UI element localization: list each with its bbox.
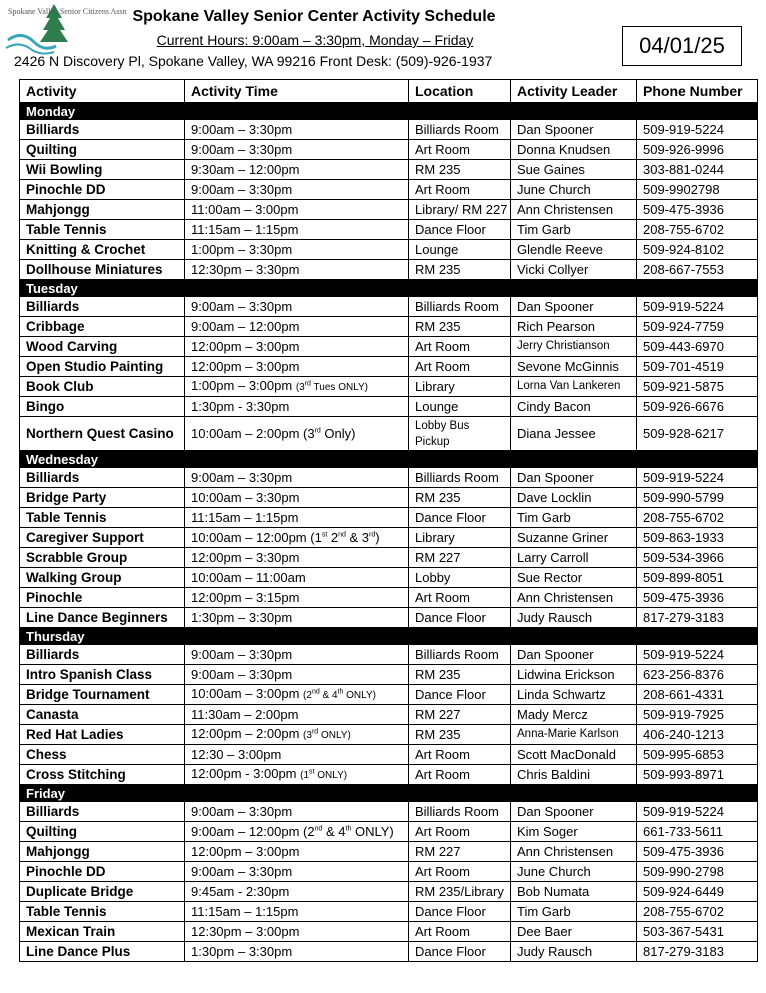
time-note: (1st ONLY) xyxy=(300,768,348,781)
table-row xyxy=(20,397,758,417)
phone-cell: 509-919-5224 xyxy=(637,645,758,665)
activity-cell: Book Club xyxy=(20,377,185,397)
phone-cell: 509-924-7759 xyxy=(637,317,758,337)
table-row xyxy=(20,220,758,240)
activity-cell: Knitting & Crochet xyxy=(20,240,185,260)
table-row xyxy=(20,468,758,488)
column-header: Activity Leader xyxy=(511,80,637,103)
table-row xyxy=(20,882,758,902)
activity-cell: Billiards xyxy=(20,120,185,140)
phone-cell: 509-475-3936 xyxy=(637,842,758,862)
activity-cell: Table Tennis xyxy=(20,220,185,240)
location-cell: Art Room xyxy=(409,862,511,882)
phone-cell: 509-921-5875 xyxy=(637,377,758,397)
location-cell: Lounge xyxy=(409,240,511,260)
location-cell: Billiards Room xyxy=(409,645,511,665)
location-cell: Billiards Room xyxy=(409,297,511,317)
day-header-row xyxy=(20,103,758,120)
phone-cell: 509-924-8102 xyxy=(637,240,758,260)
table-row xyxy=(20,180,758,200)
phone-cell: 208-755-6702 xyxy=(637,220,758,240)
time-cell: 12:00pm – 2:00pm (3rd ONLY) xyxy=(185,725,409,745)
activity-cell: Chess xyxy=(20,745,185,765)
leader-cell: Tim Garb xyxy=(511,902,637,922)
activity-cell: Pinochle DD xyxy=(20,862,185,882)
activity-cell: Cribbage xyxy=(20,317,185,337)
phone-cell: 509-990-5799 xyxy=(637,488,758,508)
phone-cell: 509-990-2798 xyxy=(637,862,758,882)
location-cell: Art Room xyxy=(409,180,511,200)
leader-cell: Suzanne Griner xyxy=(511,528,637,548)
leader-cell: Dee Baer xyxy=(511,922,637,942)
location-cell: RM 235 xyxy=(409,260,511,280)
time-cell: 12:00pm – 3:15pm xyxy=(185,588,409,608)
phone-cell: 509-443-6970 xyxy=(637,337,758,357)
phone-cell: 208-755-6702 xyxy=(637,902,758,922)
time-cell: 9:00am – 3:30pm xyxy=(185,140,409,160)
activity-cell: Billiards xyxy=(20,645,185,665)
location-cell: RM 227 xyxy=(409,705,511,725)
table-row xyxy=(20,942,758,962)
column-header: Location xyxy=(409,80,511,103)
table-row xyxy=(20,608,758,628)
location-cell: Dance Floor xyxy=(409,508,511,528)
activity-cell: Intro Spanish Class xyxy=(20,665,185,685)
time-cell: 12:00pm – 3:30pm xyxy=(185,548,409,568)
activity-cell: Table Tennis xyxy=(20,508,185,528)
table-row xyxy=(20,568,758,588)
time-cell: 1:30pm – 3:30pm xyxy=(185,942,409,962)
time-cell: 9:00am – 3:30pm xyxy=(185,862,409,882)
table-row xyxy=(20,765,758,785)
activity-cell: Wii Bowling xyxy=(20,160,185,180)
activity-cell: Bridge Party xyxy=(20,488,185,508)
time-cell: 11:00am – 3:00pm xyxy=(185,200,409,220)
day-header: Tuesday xyxy=(20,280,758,297)
location-cell: RM 235 xyxy=(409,665,511,685)
location-cell: Lobby xyxy=(409,568,511,588)
phone-cell: 303-881-0244 xyxy=(637,160,758,180)
time-cell: 9:00am – 3:30pm xyxy=(185,665,409,685)
activity-cell: Bridge Tournament xyxy=(20,685,185,705)
location-cell: Art Room xyxy=(409,140,511,160)
time-cell: 1:30pm – 3:30pm xyxy=(185,608,409,628)
table-row xyxy=(20,922,758,942)
activity-cell: Walking Group xyxy=(20,568,185,588)
activity-cell: Line Dance Plus xyxy=(20,942,185,962)
table-row xyxy=(20,588,758,608)
activity-cell: Wood Carving xyxy=(20,337,185,357)
activity-cell: Canasta xyxy=(20,705,185,725)
time-cell: 9:00am – 12:00pm xyxy=(185,317,409,337)
column-header: Phone Number xyxy=(637,80,758,103)
schedule-body xyxy=(20,103,758,962)
table-row xyxy=(20,260,758,280)
time-note: (3rd Tues ONLY) xyxy=(295,380,369,393)
time-cell: 12:30 – 3:00pm xyxy=(185,745,409,765)
time-cell: 10:00am – 12:00pm (1st 2nd & 3rd) xyxy=(185,528,409,548)
table-row xyxy=(20,337,758,357)
leader-cell: Linda Schwartz xyxy=(511,685,637,705)
activity-cell: Billiards xyxy=(20,468,185,488)
table-row xyxy=(20,802,758,822)
column-header: Activity xyxy=(20,80,185,103)
location-cell: Dance Floor xyxy=(409,902,511,922)
location-cell: Art Room xyxy=(409,745,511,765)
phone-cell: 817-279-3183 xyxy=(637,608,758,628)
location-cell: Art Room xyxy=(409,357,511,377)
activity-cell: Quilting xyxy=(20,140,185,160)
leader-cell: Vicki Collyer xyxy=(511,260,637,280)
location-cell: RM 235 xyxy=(409,317,511,337)
table-row xyxy=(20,140,758,160)
phone-cell: 509-475-3936 xyxy=(637,200,758,220)
leader-cell: Dan Spooner xyxy=(511,802,637,822)
table-row xyxy=(20,745,758,765)
time-cell: 9:00am – 3:30pm xyxy=(185,645,409,665)
table-row xyxy=(20,822,758,842)
activity-cell: Billiards xyxy=(20,297,185,317)
leader-cell: Dan Spooner xyxy=(511,120,637,140)
hours-line: Current Hours: 9:00am – 3:30pm, Monday – Friday xyxy=(156,32,474,48)
table-row xyxy=(20,357,758,377)
phone-cell: 509-919-5224 xyxy=(637,297,758,317)
table-row xyxy=(20,508,758,528)
leader-cell: Larry Carroll xyxy=(511,548,637,568)
location-cell: Billiards Room xyxy=(409,802,511,822)
activity-cell: Dollhouse Miniatures xyxy=(20,260,185,280)
phone-cell: 509-919-5224 xyxy=(637,120,758,140)
activity-cell: Open Studio Painting xyxy=(20,357,185,377)
time-cell: 10:00am – 2:00pm (3rd Only) xyxy=(185,417,409,451)
time-cell: 9:00am – 3:30pm xyxy=(185,802,409,822)
leader-cell: Tim Garb xyxy=(511,508,637,528)
leader-cell: June Church xyxy=(511,180,637,200)
leader-cell: Sue Rector xyxy=(511,568,637,588)
leader-cell: Lidwina Erickson xyxy=(511,665,637,685)
time-cell: 10:00am – 11:00am xyxy=(185,568,409,588)
activity-cell: Quilting xyxy=(20,822,185,842)
leader-cell: Jerry Christianson xyxy=(511,337,637,357)
time-cell: 12:00pm – 3:00pm xyxy=(185,357,409,377)
location-cell: Dance Floor xyxy=(409,608,511,628)
leader-cell: Ann Christensen xyxy=(511,842,637,862)
phone-cell: 509-534-3966 xyxy=(637,548,758,568)
phone-cell: 817-279-3183 xyxy=(637,942,758,962)
time-cell: 9:45am - 2:30pm xyxy=(185,882,409,902)
phone-cell: 208-661-4331 xyxy=(637,685,758,705)
table-row xyxy=(20,488,758,508)
leader-cell: Judy Rausch xyxy=(511,608,637,628)
phone-cell: 623-256-8376 xyxy=(637,665,758,685)
activity-cell: Mahjongg xyxy=(20,200,185,220)
day-header-row xyxy=(20,785,758,802)
phone-cell: 661-733-5611 xyxy=(637,822,758,842)
time-cell: 1:00pm – 3:30pm xyxy=(185,240,409,260)
phone-cell: 208-755-6702 xyxy=(637,508,758,528)
day-header-row xyxy=(20,280,758,297)
leader-cell: Anna-Marie Karlson xyxy=(511,725,637,745)
phone-cell: 509-475-3936 xyxy=(637,588,758,608)
leader-cell: Rich Pearson xyxy=(511,317,637,337)
phone-cell: 509-919-7925 xyxy=(637,705,758,725)
leader-cell: Mady Mercz xyxy=(511,705,637,725)
schedule-table xyxy=(19,79,758,962)
leader-cell: Tim Garb xyxy=(511,220,637,240)
activity-cell: Northern Quest Casino xyxy=(20,417,185,451)
location-cell: Library xyxy=(409,528,511,548)
day-header-row xyxy=(20,628,758,645)
day-header: Monday xyxy=(20,103,758,120)
header-row xyxy=(20,80,758,103)
phone-cell: 509-928-6217 xyxy=(637,417,758,451)
table-row xyxy=(20,862,758,882)
location-cell: RM 235 xyxy=(409,725,511,745)
leader-cell: Ann Christensen xyxy=(511,200,637,220)
time-cell: 1:00pm – 3:00pm (3rd Tues ONLY) xyxy=(185,377,409,397)
table-row xyxy=(20,842,758,862)
location-cell: Dance Floor xyxy=(409,942,511,962)
leader-cell: Bob Numata xyxy=(511,882,637,902)
time-cell: 11:15am – 1:15pm xyxy=(185,902,409,922)
day-header: Thursday xyxy=(20,628,758,645)
leader-cell: Glendle Reeve xyxy=(511,240,637,260)
time-cell: 12:30pm – 3:00pm xyxy=(185,922,409,942)
location-cell: Dance Floor xyxy=(409,220,511,240)
phone-cell: 509-863-1933 xyxy=(637,528,758,548)
time-note: (3rd ONLY) xyxy=(303,728,351,741)
time-cell: 9:00am – 3:30pm xyxy=(185,180,409,200)
location-cell: RM 235 xyxy=(409,160,511,180)
time-cell: 9:00am – 12:00pm (2nd & 4th ONLY) xyxy=(185,822,409,842)
leader-cell: Scott MacDonald xyxy=(511,745,637,765)
logo-text: Spokane Valley Senior Citizens Assn xyxy=(8,7,127,16)
time-cell: 9:00am – 3:30pm xyxy=(185,297,409,317)
time-cell: 10:00am – 3:30pm xyxy=(185,488,409,508)
activity-cell: Caregiver Support xyxy=(20,528,185,548)
time-cell: 9:00am – 3:30pm xyxy=(185,468,409,488)
leader-cell: Lorna Van Lankeren xyxy=(511,377,637,397)
date-box: 04/01/25 xyxy=(622,26,742,66)
activity-cell: Red Hat Ladies xyxy=(20,725,185,745)
time-cell: 11:15am – 1:15pm xyxy=(185,220,409,240)
leader-cell: Chris Baldini xyxy=(511,765,637,785)
phone-cell: 509-899-8051 xyxy=(637,568,758,588)
leader-cell: Sue Gaines xyxy=(511,160,637,180)
leader-cell: Ann Christensen xyxy=(511,588,637,608)
leader-cell: Donna Knudsen xyxy=(511,140,637,160)
leader-cell: June Church xyxy=(511,862,637,882)
table-row xyxy=(20,160,758,180)
table-row xyxy=(20,665,758,685)
activity-cell: Table Tennis xyxy=(20,902,185,922)
location-cell: Art Room xyxy=(409,765,511,785)
table-row xyxy=(20,725,758,745)
time-cell: 9:00am – 3:30pm xyxy=(185,120,409,140)
location-cell: Billiards Room xyxy=(409,468,511,488)
table-row xyxy=(20,377,758,397)
phone-cell: 208-667-7553 xyxy=(637,260,758,280)
time-cell: 10:00am – 3:00pm (2nd & 4th ONLY) xyxy=(185,685,409,705)
phone-cell: 509-924-6449 xyxy=(637,882,758,902)
time-cell: 12:30pm – 3:30pm xyxy=(185,260,409,280)
day-header: Friday xyxy=(20,785,758,802)
table-row xyxy=(20,902,758,922)
phone-cell: 509-701-4519 xyxy=(637,357,758,377)
table-row xyxy=(20,240,758,260)
table-row xyxy=(20,297,758,317)
time-cell: 12:00pm - 3:00pm (1st ONLY) xyxy=(185,765,409,785)
leader-cell: Kim Soger xyxy=(511,822,637,842)
address-line: 2426 N Discovery Pl, Spokane Valley, WA 99216 Front Desk: (509)-926-1937 xyxy=(14,53,493,69)
activity-cell: Billiards xyxy=(20,802,185,822)
phone-cell: 406-240-1213 xyxy=(637,725,758,745)
table-row xyxy=(20,645,758,665)
location-cell: Art Room xyxy=(409,922,511,942)
activity-cell: Pinochle DD xyxy=(20,180,185,200)
table-row xyxy=(20,685,758,705)
activity-cell: Mexican Train xyxy=(20,922,185,942)
time-cell: 1:30pm - 3:30pm xyxy=(185,397,409,417)
location-cell: Art Room xyxy=(409,822,511,842)
time-cell: 12:00pm – 3:00pm xyxy=(185,337,409,357)
table-row xyxy=(20,705,758,725)
phone-cell: 509-9902798 xyxy=(637,180,758,200)
time-cell: 11:30am – 2:00pm xyxy=(185,705,409,725)
time-cell: 11:15am – 1:15pm xyxy=(185,508,409,528)
leader-cell: Dan Spooner xyxy=(511,468,637,488)
location-cell: RM 227 xyxy=(409,842,511,862)
location-cell: Billiards Room xyxy=(409,120,511,140)
location-cell: Art Room xyxy=(409,337,511,357)
location-cell: Dance Floor xyxy=(409,685,511,705)
location-cell: Library xyxy=(409,377,511,397)
time-cell: 9:30am – 12:00pm xyxy=(185,160,409,180)
phone-cell: 509-926-9996 xyxy=(637,140,758,160)
table-row xyxy=(20,317,758,337)
time-note: (2nd & 4th ONLY) xyxy=(303,688,376,701)
phone-cell: 509-919-5224 xyxy=(637,468,758,488)
table-row xyxy=(20,200,758,220)
phone-cell: 509-919-5224 xyxy=(637,802,758,822)
day-header-row xyxy=(20,451,758,468)
activity-cell: Cross Stitching xyxy=(20,765,185,785)
leader-cell: Dan Spooner xyxy=(511,297,637,317)
leader-cell: Cindy Bacon xyxy=(511,397,637,417)
table-row xyxy=(20,120,758,140)
phone-cell: 509-995-6853 xyxy=(637,745,758,765)
location-cell: RM 235 xyxy=(409,488,511,508)
location-cell: Lounge xyxy=(409,397,511,417)
table-row xyxy=(20,528,758,548)
activity-cell: Pinochle xyxy=(20,588,185,608)
leader-cell: Judy Rausch xyxy=(511,942,637,962)
location-cell: Art Room xyxy=(409,588,511,608)
location-cell: RM 227 xyxy=(409,548,511,568)
leader-cell: Dan Spooner xyxy=(511,645,637,665)
time-cell: 12:00pm – 3:00pm xyxy=(185,842,409,862)
table-row xyxy=(20,548,758,568)
activity-cell: Duplicate Bridge xyxy=(20,882,185,902)
column-header: Activity Time xyxy=(185,80,409,103)
activity-cell: Scrabble Group xyxy=(20,548,185,568)
location-cell: Library/ RM 227 xyxy=(409,200,511,220)
location-cell: RM 235/Library xyxy=(409,882,511,902)
leader-cell: Diana Jessee xyxy=(511,417,637,451)
leader-cell: Sevone McGinnis xyxy=(511,357,637,377)
location-cell: Lobby Bus Pickup xyxy=(409,417,511,451)
activity-cell: Bingo xyxy=(20,397,185,417)
activity-cell: Mahjongg xyxy=(20,842,185,862)
phone-cell: 503-367-5431 xyxy=(637,922,758,942)
phone-cell: 509-993-8971 xyxy=(637,765,758,785)
phone-cell: 509-926-6676 xyxy=(637,397,758,417)
page-title: Spokane Valley Senior Center Activity Schedule xyxy=(132,8,496,25)
day-header: Wednesday xyxy=(20,451,758,468)
leader-cell: Dave Locklin xyxy=(511,488,637,508)
activity-cell: Line Dance Beginners xyxy=(20,608,185,628)
table-row xyxy=(20,417,758,451)
